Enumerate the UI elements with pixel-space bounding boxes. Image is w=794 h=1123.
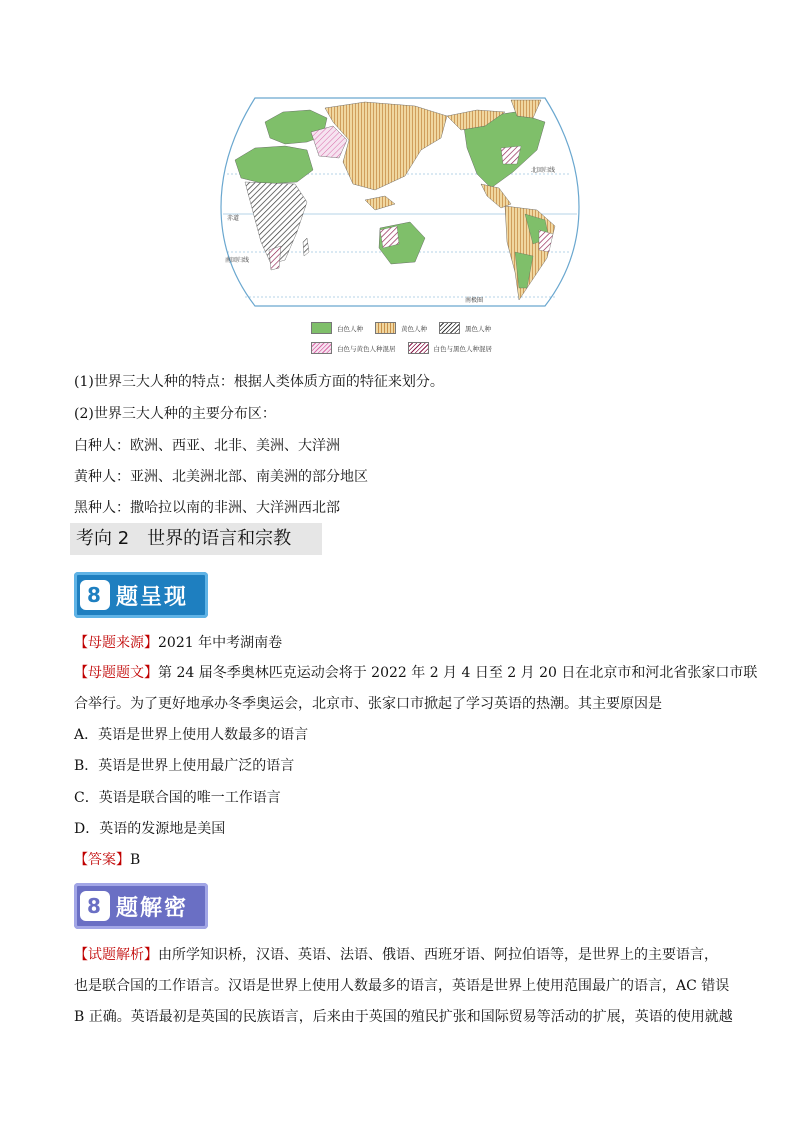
legend-white: 白色人种: [337, 324, 363, 333]
legend-white-yellow: 白色与黄色人种混居: [337, 344, 396, 353]
antarctic-circle-label: 南极圈: [465, 297, 484, 304]
banner-number-icon: 8: [80, 580, 110, 610]
race-feature-line: (1)世界三大人种的特点：根据人类体质方面的特征来划分。: [74, 374, 444, 390]
region-southern-africa: [269, 246, 281, 270]
analysis-banner: [74, 883, 208, 929]
option-c: C．英语是联合国的唯一工作语言: [74, 790, 281, 806]
legend-swatch-white-yellow: [311, 342, 332, 354]
legend-swatch-white: [311, 322, 332, 334]
section-heading: 考向 2 世界的语言和宗教: [70, 523, 322, 555]
question-text-1: 【母题题文】第 24 届冬季奥林匹克运动会将于 2022 年 2 月 4 日至 2 月 20 日在北京市和河北省张家口市联: [74, 665, 758, 681]
map-legend: [311, 318, 511, 358]
equator-label: 赤道: [227, 215, 240, 222]
legend-white-black: 白色与黑色人种混居: [433, 344, 492, 353]
world-race-distribution-map: [215, 92, 585, 360]
option-d: D．英语的发源地是美国: [74, 821, 226, 837]
analysis-line-2: 也是联合国的工作语言。汉语是世界上使用人数最多的语言，英语是世界上使用范围最广的语言，AC 错误: [74, 978, 730, 994]
banner-title: 题解密: [116, 895, 189, 921]
white-race-line: 白种人：欧洲、西亚、北非、美洲、大洋洲: [74, 438, 340, 454]
black-race-line: 黑种人：撒哈拉以南的非洲、大洋洲西北部: [74, 500, 340, 516]
option-a: A．英语是世界上使用人数最多的语言: [74, 727, 309, 743]
legend-swatch-white-black: [408, 342, 429, 354]
answer-line: 【答案】B: [74, 852, 141, 868]
analysis-line-3: B 正确。英语最初是英国的民族语言，后来由于英国的殖民扩张和国际贸易等活动的扩展，英语的使用就越: [74, 1009, 733, 1025]
analysis-line-1: 【试题解析】由所学知识桥，汉语、英语、法语、俄语、西班牙语、阿拉伯语等，是世界上的主要语言，: [74, 947, 718, 963]
banner-title: 题呈现: [116, 584, 189, 610]
question-banner: [74, 572, 208, 618]
legend-black: 黑色人种: [465, 324, 491, 333]
legend-swatch-black: [439, 322, 460, 334]
race-distribution-line: (2)世界三大人种的主要分布区：: [74, 406, 276, 422]
question-text-2: 合举行。为了更好地承办冬季奥运会，北京市、张家口市掀起了学习英语的热潮。其主要原因是: [74, 696, 662, 712]
option-b: B．英语是世界上使用最广泛的语言: [74, 758, 295, 774]
question-source: 【母题来源】2021 年中考湖南卷: [74, 635, 283, 651]
south-tropic-label: 南回归线: [225, 257, 250, 264]
banner-number-icon: 8: [80, 891, 110, 921]
yellow-race-line: 黄种人：亚洲、北美洲北部、南美洲的部分地区: [74, 469, 368, 485]
north-tropic-label: 北回归线: [531, 167, 556, 174]
legend-yellow: 黄色人种: [401, 324, 427, 333]
legend-swatch-yellow: [375, 322, 396, 334]
